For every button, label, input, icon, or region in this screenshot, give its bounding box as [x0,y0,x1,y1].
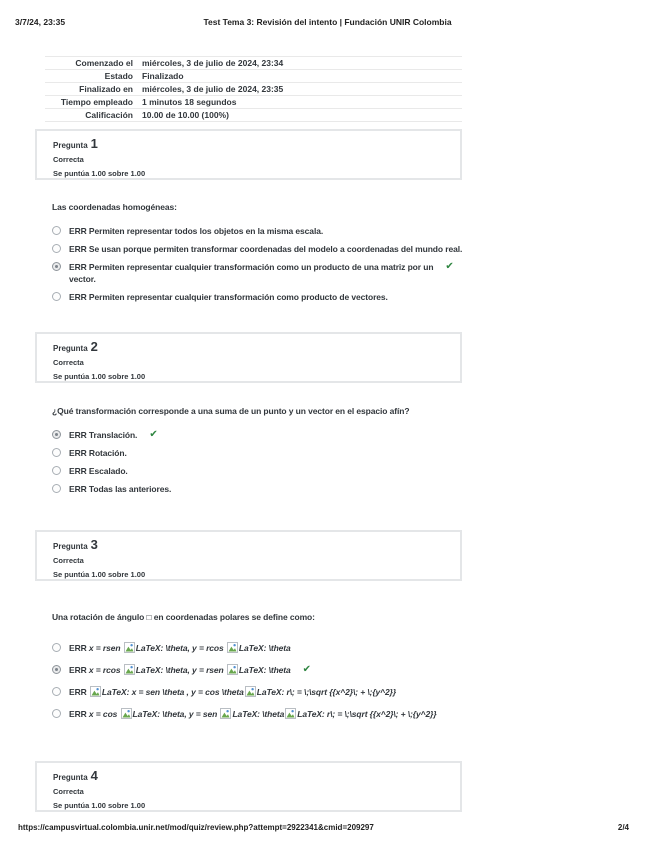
broken-image-icon [220,708,231,719]
radio-button-icon[interactable] [52,262,61,271]
broken-latex-image [226,643,291,653]
broken-image-alt-text: LaTeX: \theta [238,665,291,675]
footer-url: https://campusvirtual.colombia.unir.net/mod/quiz/review.php?attempt=2922341&cmid=209297 [18,823,374,832]
summary-row [45,96,462,109]
broken-image-icon [121,708,132,719]
radio-button-icon[interactable] [52,665,61,674]
summary-row-label: Finalizado en [45,83,142,96]
question-content [52,406,627,501]
question-points: Se puntúa 1.00 sobre 1.00 [53,169,146,178]
answer-option[interactable] [52,243,627,255]
option-text-segment: x = cos [88,709,120,719]
header-title: Test Tema 3: Revisión del intento | Fundación UNIR Colombia [203,17,452,27]
answer-option[interactable] [52,686,627,698]
summary-row-label: Tiempo empleado [45,96,142,109]
broken-latex-image [244,687,396,697]
broken-latex-image [219,709,284,719]
answer-option[interactable] [52,664,627,676]
broken-latex-image [120,709,185,719]
summary-row-label: Calificación [45,109,142,122]
option-text-segment: ERR Permiten representar cualquier transformación como producto de vectores. [69,292,388,302]
broken-latex-image [123,665,188,675]
broken-image-alt-text: LaTeX: \theta [238,643,291,653]
option-text-segment: ERR [69,643,89,653]
print-footer [0,823,655,837]
summary-row-label: Comenzado el [45,57,142,70]
option-text-segment: ERR Escalado. [69,466,128,476]
radio-button-icon[interactable] [52,643,61,652]
option-text-segment: x = rcos [88,665,123,675]
question-points: Se puntúa 1.00 sobre 1.00 [53,570,146,579]
summary-row [45,83,462,96]
question-state: Correcta [53,155,84,164]
broken-latex-image [284,709,436,719]
option-text-segment: ERR Permiten representar todos los objetos en la misma escala. [69,226,324,236]
radio-button-icon[interactable] [52,484,61,493]
footer-page-number: 2/4 [617,823,629,832]
answer-option-label [69,261,433,285]
question-label: Pregunta [53,542,88,551]
option-text-segment: ERR Todas las anteriores. [69,484,172,494]
answer-option[interactable] [52,483,627,495]
summary-row [45,109,462,122]
answer-option[interactable] [52,291,627,303]
answer-option-label [69,291,388,303]
option-text-segment: ERR Se usan porque permiten transformar coordenadas del modelo a coordenadas del mundo real. [69,244,463,254]
question-points: Se puntúa 1.00 sobre 1.00 [53,372,146,381]
answer-option[interactable] [52,708,627,720]
summary-table-body [45,57,462,122]
answer-option-label [69,664,291,676]
broken-image-alt-text: LaTeX: \theta [135,665,188,675]
radio-button-icon[interactable] [52,292,61,301]
correct-check-icon: ✔ [445,261,454,272]
radio-button-icon[interactable] [52,448,61,457]
question-text: ¿Qué transformación corresponde a una suma de un punto y un vector en el espacio afín? [52,406,410,416]
broken-latex-image [89,687,244,697]
question-label: Pregunta [53,141,88,150]
option-text-segment: x = rsen [88,643,123,653]
broken-image-alt-text: LaTeX: \theta [132,709,185,719]
question-number: 1 [90,136,98,151]
summary-row-label: Estado [45,70,142,83]
answer-option-label [69,447,127,459]
question-heading [53,538,444,553]
radio-button-icon[interactable] [52,466,61,475]
summary-row-value: Finalizado [142,70,462,83]
option-text-segment: ERR Translación. [69,430,138,440]
summary-row-value: miércoles, 3 de julio de 2024, 23:35 [142,83,462,96]
broken-image-icon [124,642,135,653]
answer-option[interactable] [52,225,627,237]
answer-option-label [69,708,437,720]
summary-row-value: 1 minutos 18 segundos [142,96,462,109]
summary-row [45,57,462,70]
broken-image-alt-text: LaTeX: r\; = \;\sqrt {{x^2}\; + \;{y^2}} [297,709,437,719]
answer-options [52,642,627,720]
radio-button-icon[interactable] [52,687,61,696]
question-state: Correcta [53,358,84,367]
question-number: 4 [90,768,98,783]
question-text: Las coordenadas homogéneas: [52,202,177,212]
answer-option-label [69,686,396,698]
question-number: 2 [90,339,98,354]
question-state: Correcta [53,556,84,565]
question-heading [53,340,444,355]
answer-options [52,429,627,495]
answer-option-label [69,483,171,495]
radio-button-icon[interactable] [52,430,61,439]
broken-image-alt-text: LaTeX: r\; = \;\sqrt {{x^2}\; + \;{y^2}} [256,687,397,697]
answer-option[interactable] [52,465,627,477]
question-info-box [35,332,462,383]
option-text-segment: ERR Permiten representar cualquier transformación como un producto de una matriz por un [69,262,434,272]
option-text-segment: , y = sen [184,709,220,719]
question-info-box [35,129,462,180]
question-state: Correcta [53,787,84,796]
question-heading [53,769,444,784]
answer-option[interactable] [52,261,627,285]
option-text-segment: , y = rcos [187,643,226,653]
radio-button-icon[interactable] [52,226,61,235]
option-text-segment: , y = rsen [187,665,226,675]
answer-option[interactable] [52,447,627,459]
summary-row [45,70,462,83]
summary-table [45,56,462,122]
summary-row-value: 10.00 de 10.00 (100%) [142,109,462,122]
broken-image-icon [227,664,238,675]
correct-check-icon: ✔ [149,429,158,440]
question-label: Pregunta [53,344,88,353]
question-text: Una rotación de ángulo □ en coordenadas polares se define como: [52,612,315,622]
broken-image-icon [124,664,135,675]
answer-options [52,225,627,303]
option-text-segment: ERR Rotación. [69,448,127,458]
question-info-box [35,530,462,581]
broken-image-icon [227,642,238,653]
answer-option-label [69,642,291,654]
broken-latex-image [123,643,188,653]
option-text-segment: ERR [69,687,89,697]
radio-button-icon[interactable] [52,244,61,253]
answer-option[interactable] [52,642,627,654]
broken-image-alt-text: LaTeX: \theta [135,643,188,653]
answer-option-label [69,225,323,237]
option-text-segment: vector. [69,274,96,284]
option-text-segment: ERR [69,709,89,719]
question-info-box [35,761,462,812]
broken-image-alt-text: LaTeX: \theta [232,709,285,719]
question-heading [53,137,444,152]
answer-option-label [69,465,128,477]
broken-image-icon [245,686,256,697]
question-label: Pregunta [53,773,88,782]
broken-image-alt-text: LaTeX: x = sen \theta , y = cos \theta [101,687,244,697]
radio-button-icon[interactable] [52,709,61,718]
question-content [52,612,627,730]
correct-check-icon: ✔ [302,664,312,675]
broken-image-icon [285,708,296,719]
question-content [52,202,627,309]
answer-option-label [69,429,137,441]
question-points: Se puntúa 1.00 sobre 1.00 [53,801,146,810]
broken-image-icon [90,686,101,697]
option-text-segment: ERR [69,665,89,675]
question-number: 3 [90,537,98,552]
header-datetime: 3/7/24, 23:35 [15,17,66,27]
answer-option-label [69,243,462,255]
answer-option[interactable] [52,429,627,441]
summary-row-value: miércoles, 3 de julio de 2024, 23:34 [142,57,462,70]
print-header [0,17,655,31]
broken-latex-image [226,665,291,675]
